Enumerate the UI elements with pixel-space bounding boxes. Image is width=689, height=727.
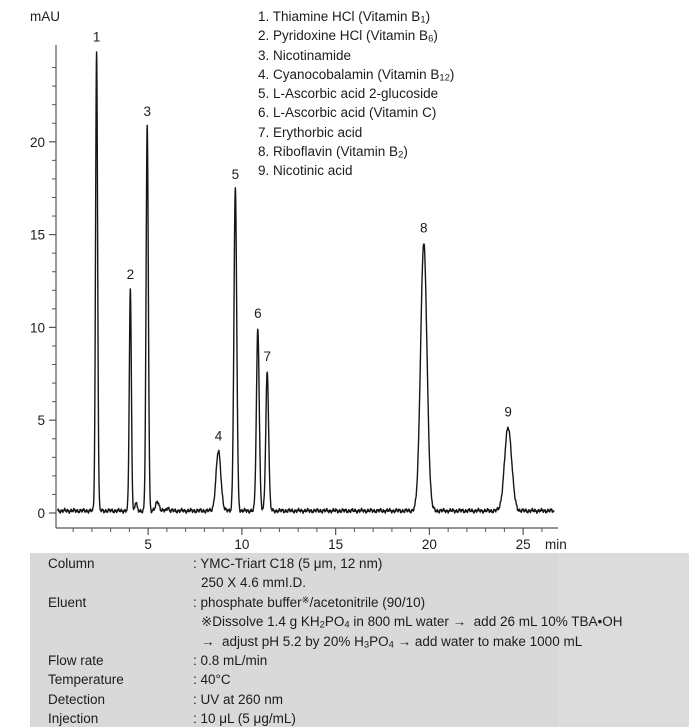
conditions-panel	[30, 553, 689, 727]
condition-value: : 40°C	[193, 672, 231, 688]
condition-row	[48, 690, 689, 709]
peak-label-4: 4	[214, 428, 223, 444]
legend-item: 7. Erythorbic acid	[258, 124, 363, 140]
peak-label-1: 1	[92, 29, 101, 45]
legend-item: 5. L-Ascorbic acid 2-glucoside	[258, 86, 439, 102]
condition-label	[48, 612, 193, 631]
peak-label-8: 8	[420, 220, 428, 236]
x-tick-label: 20	[421, 537, 437, 552]
peak-label-7: 7	[263, 348, 271, 364]
peak-legend	[258, 7, 454, 181]
x-tick-label: 5	[144, 537, 152, 552]
peak-label-5: 5	[231, 166, 240, 182]
condition-label	[48, 573, 193, 592]
legend-item: 2. Pyridoxine HCl (Vitamin $B_6$)	[258, 28, 438, 45]
condition-value: 250 X 4.6 mmI.D.	[201, 575, 307, 591]
condition-label: Flow rate	[48, 653, 104, 669]
condition-value: : phosphate buffer※/acetonitrile (90/10)	[193, 594, 426, 610]
peak-label-6: 6	[254, 306, 262, 322]
condition-value: : UV at 260 nm	[193, 691, 284, 707]
peak-label-3: 3	[143, 103, 151, 119]
y-tick-label: 15	[29, 227, 45, 243]
condition-row	[48, 612, 689, 631]
condition-value: → adjust pH 5.2 by 20% $H_3PO_4$ → add water to make 1000 mL	[201, 633, 583, 651]
legend-item: 8. Riboflavin (Vitamin $B_2$)	[258, 144, 408, 161]
legend-item: 4. Cyanocobalamin (Vitamin $B_{12}$)	[258, 66, 455, 84]
condition-row	[48, 651, 689, 670]
condition-label: Eluent	[48, 594, 87, 610]
legend-item: 9. Nicotinic acid	[258, 163, 353, 179]
legend-item: 3. Nicotinamide	[258, 47, 352, 63]
y-tick-label: 20	[29, 134, 45, 150]
condition-row	[48, 670, 689, 689]
condition-label: Detection	[48, 691, 106, 707]
x-axis-unit-label: min	[545, 537, 567, 552]
condition-value: : 0.8 mL/min	[193, 653, 268, 669]
condition-value: ※Dissolve 1.4 g $KH_2PO_4$ in 800 mL water → add 26 mL 10% TBA•OH	[201, 614, 623, 631]
condition-row	[48, 632, 689, 651]
condition-row	[48, 573, 689, 592]
condition-value: : YMC-Triart C18 (5 μm, 12 nm)	[193, 556, 383, 571]
legend-item: 1. Thiamine HCl (Vitamin $B_1$)	[258, 9, 431, 26]
x-tick-label: 15	[328, 537, 344, 552]
peak-label-9: 9	[504, 404, 512, 420]
conditions-table	[48, 554, 689, 727]
x-tick-label: 25	[515, 537, 531, 552]
condition-row	[48, 593, 689, 612]
y-tick-label: 5	[37, 413, 45, 429]
condition-value: : 10 μL (5 μg/mL)	[193, 711, 296, 727]
y-tick-label: 10	[29, 320, 45, 336]
condition-label: Injection	[48, 711, 99, 727]
y-tick-label: 0	[37, 506, 45, 521]
condition-row	[48, 709, 689, 727]
x-tick-label: 10	[234, 537, 250, 552]
condition-label	[48, 632, 193, 651]
y-axis-unit-label: mAU	[30, 9, 60, 24]
legend-item: 6. L-Ascorbic acid (Vitamin C)	[258, 105, 437, 121]
condition-label: Temperature	[48, 672, 124, 688]
condition-row	[48, 554, 689, 573]
peak-label-2: 2	[126, 267, 135, 283]
condition-label: Column	[48, 556, 95, 571]
